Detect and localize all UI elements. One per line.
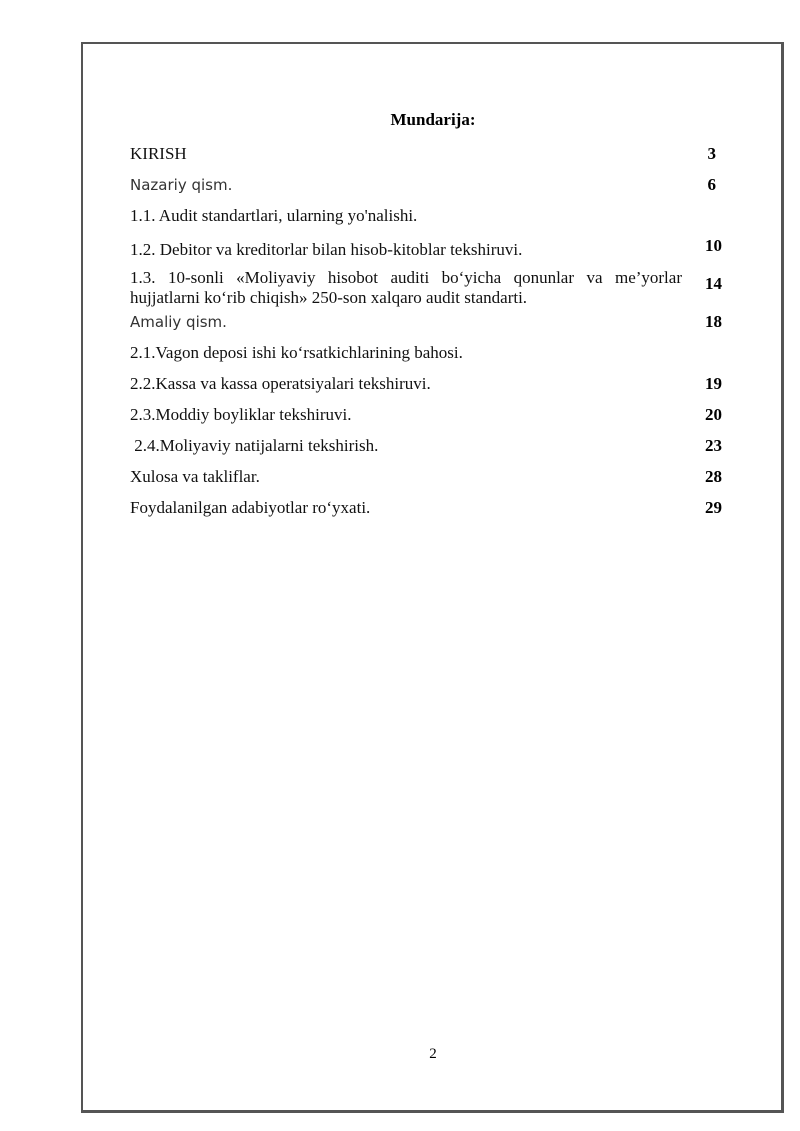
- toc-entry-xulosa[interactable]: [130, 467, 722, 487]
- toc-entry-page: 14: [705, 274, 722, 293]
- toc-entry-text: KIRISH: [130, 144, 187, 163]
- toc-entry-2-1[interactable]: [130, 343, 722, 363]
- toc-entry-text: Amaliy qism.: [130, 313, 227, 331]
- toc-entry-page: 10: [705, 236, 722, 255]
- toc-entry-text: Nazariy qism.: [130, 176, 233, 194]
- toc-entry-page: 3: [707, 144, 716, 163]
- toc-entry-1-2[interactable]: [130, 236, 722, 260]
- toc-entry-page: 28: [705, 467, 722, 486]
- toc-entry-kirish[interactable]: [130, 144, 722, 164]
- toc-entry-page: 20: [705, 405, 722, 424]
- toc-entry-2-4[interactable]: [130, 436, 722, 456]
- page-number: 2: [429, 1046, 437, 1062]
- toc-entry-1-1[interactable]: [130, 206, 722, 226]
- toc-entry-page: 19: [705, 374, 722, 393]
- toc-entry-text: 2.2.Kassa va kassa operatsiyalari tekshiruvi.: [130, 374, 431, 393]
- toc-entry-text: Foydalanilgan adabiyotlar ro‘yxati.: [130, 498, 371, 517]
- toc-entry-1-3[interactable]: [130, 268, 722, 308]
- toc-entry-2-2[interactable]: [130, 374, 722, 394]
- toc-entry-text: 2.1.Vagon deposi ishi ko‘rsatkichlarining bahosi.: [130, 343, 463, 362]
- toc-entry-text: 2.3.Moddiy boyliklar tekshiruvi.: [130, 405, 352, 424]
- toc-entry-amaliy-qism[interactable]: [130, 312, 722, 332]
- toc-entry-2-3[interactable]: [130, 405, 722, 425]
- toc-entry-text: 1.2. Debitor va kreditorlar bilan hisob-kitoblar tekshiruvi.: [130, 240, 523, 259]
- toc-entry-page: 6: [707, 175, 716, 194]
- toc-entry-text: 1.3. 10-sonli «Moliyaviy hisobot auditi bo‘yicha qonunlar va me’yorlar hujjatlarni ko‘rib chiqish» 250-son xalqaro audit standarti.: [130, 268, 682, 307]
- toc-entry-nazariy-qism[interactable]: [130, 175, 722, 195]
- toc-entry-page: 29: [705, 498, 722, 517]
- toc-entry-adabiyotlar[interactable]: [130, 498, 722, 518]
- toc-entry-text: Xulosa va takliflar.: [130, 467, 260, 486]
- toc-entry-page: 23: [705, 436, 722, 455]
- toc-entry-page: 18: [705, 312, 722, 331]
- page-frame: [81, 42, 784, 1113]
- toc-entry-text: 1.1. Audit standartlari, ularning yo'nalishi.: [130, 206, 418, 225]
- toc-title: Mundarija:: [390, 110, 476, 129]
- toc-entry-text: 2.4.Moliyaviy natijalarni tekshirish.: [130, 436, 379, 455]
